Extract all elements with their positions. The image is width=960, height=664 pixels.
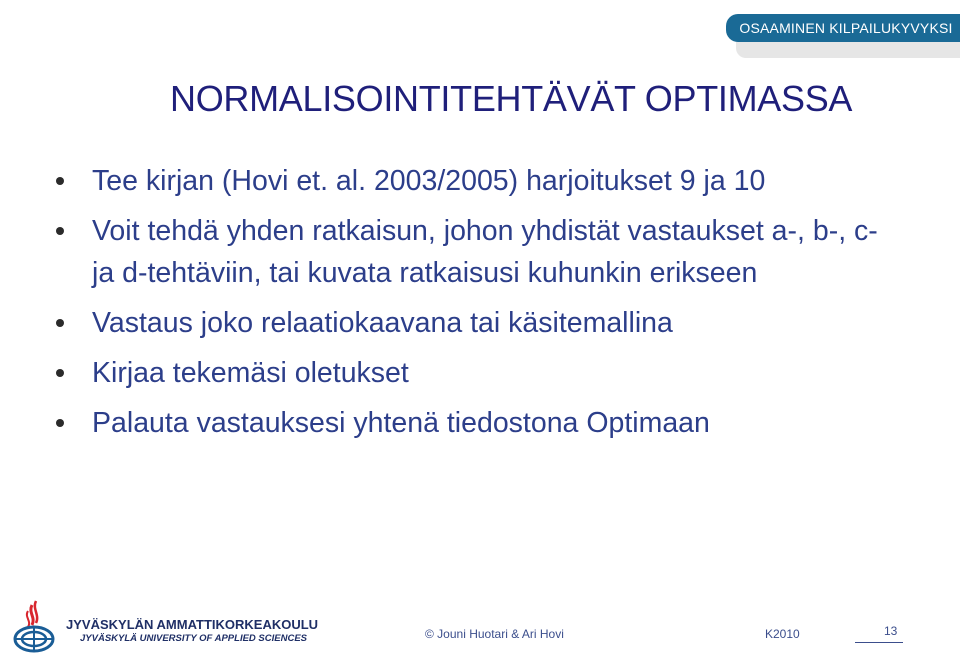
bullet-item	[56, 352, 936, 394]
page-number: 13	[884, 624, 898, 638]
banner-tag	[726, 14, 960, 42]
bullet-item	[56, 402, 936, 444]
page-number-underline	[855, 642, 903, 643]
bullet-dot-icon	[56, 319, 64, 327]
banner-text: OSAAMINEN KILPAILUKYVYKSI	[739, 20, 953, 36]
bullet-dot-icon	[56, 227, 64, 235]
bullet-text: Vastaus joko relaatiokaavana tai käsitemallina	[92, 307, 673, 339]
jamk-logo-icon	[10, 597, 58, 655]
bullet-dot-icon	[56, 419, 64, 427]
footer-course-code: K2010	[765, 627, 800, 641]
bullet-text: Kirjaa tekemäsi oletukset	[92, 357, 409, 389]
bullet-text: Palauta vastauksesi yhtenä tiedostona Optimaan	[92, 407, 710, 439]
bullet-list	[56, 160, 936, 452]
logo-name: JYVÄSKYLÄN AMMATTIKORKEAKOULU	[66, 617, 319, 632]
slide-title: NORMALISOINTITEHTÄVÄT OPTIMASSA	[170, 78, 853, 119]
footer-authors: © Jouni Huotari & Ari Hovi	[425, 627, 564, 641]
bullet-dot-icon	[56, 177, 64, 185]
bullet-item	[56, 160, 936, 202]
bullet-dot-icon	[56, 369, 64, 377]
bullet-text: Tee kirjan (Hovi et. al. 2003/2005) harjoitukset 9 ja 10	[92, 165, 766, 197]
bullet-item	[56, 210, 936, 294]
logo-subtitle: JYVÄSKYLÄ UNIVERSITY OF APPLIED SCIENCES	[80, 633, 307, 644]
bullet-text: Voit tehdä yhden ratkaisun, johon yhdistät vastaukset a-, b-, c- ja d-tehtäviin, tai kuvata ratkaisusi kuhunkin erikseen	[92, 215, 878, 289]
bullet-item	[56, 302, 936, 344]
